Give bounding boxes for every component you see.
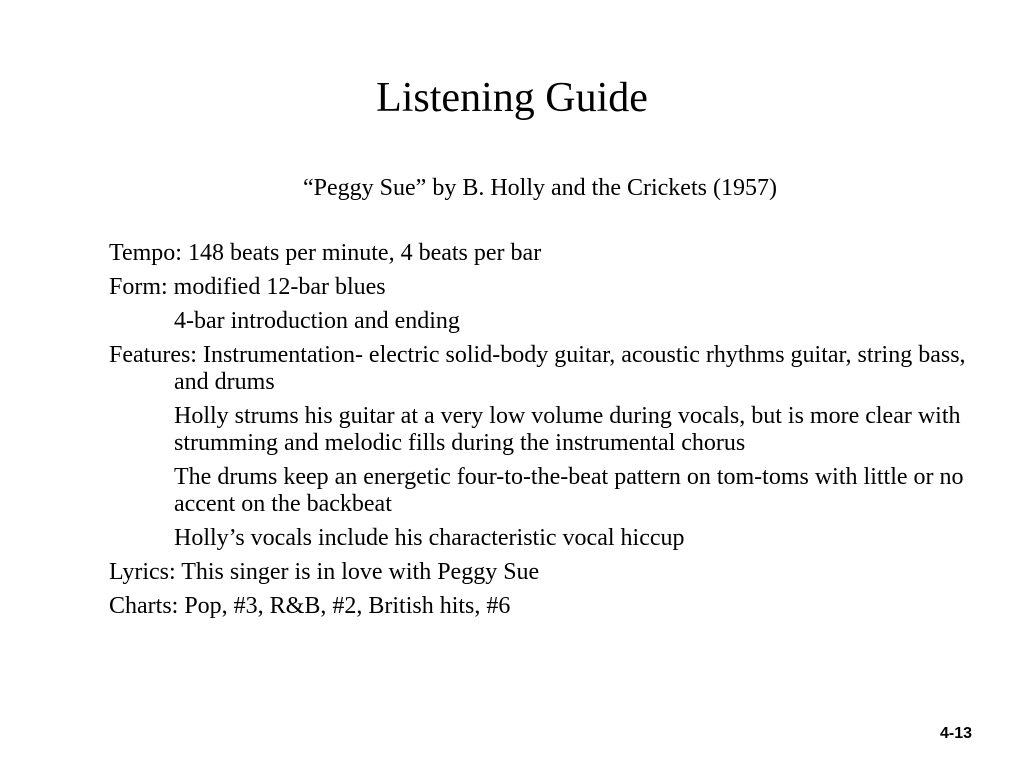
slide-body bbox=[109, 240, 969, 627]
features-guitar-detail: Holly strums his guitar at a very low volume during vocals, but is more clear with strumming and melodic fills during the instrumental chorus bbox=[174, 403, 961, 456]
tempo-line: Tempo: 148 beats per minute, 4 beats per bar bbox=[109, 240, 542, 266]
slide-subtitle: “Peggy Sue” by B. Holly and the Crickets (1957) bbox=[303, 175, 777, 201]
slide-title: Listening Guide bbox=[376, 75, 648, 121]
charts-line: Charts: Pop, #3, R&B, #2, British hits, #6 bbox=[109, 593, 511, 619]
lyrics-line: Lyrics: This singer is in love with Peggy Sue bbox=[109, 559, 540, 585]
features-line: Features: Instrumentation- electric solid-body guitar, acoustic rhythms guitar, string bass, and drums bbox=[109, 342, 966, 395]
features-vocals-detail: Holly’s vocals include his characteristic vocal hiccup bbox=[174, 525, 685, 551]
features-drums-detail: The drums keep an energetic four-to-the-beat pattern on tom-toms with little or no accent on the backbeat bbox=[174, 464, 964, 517]
form-detail-line: 4-bar introduction and ending bbox=[174, 308, 460, 334]
form-line: Form: modified 12-bar blues bbox=[109, 274, 386, 300]
page-number: 4-13 bbox=[939, 725, 972, 742]
